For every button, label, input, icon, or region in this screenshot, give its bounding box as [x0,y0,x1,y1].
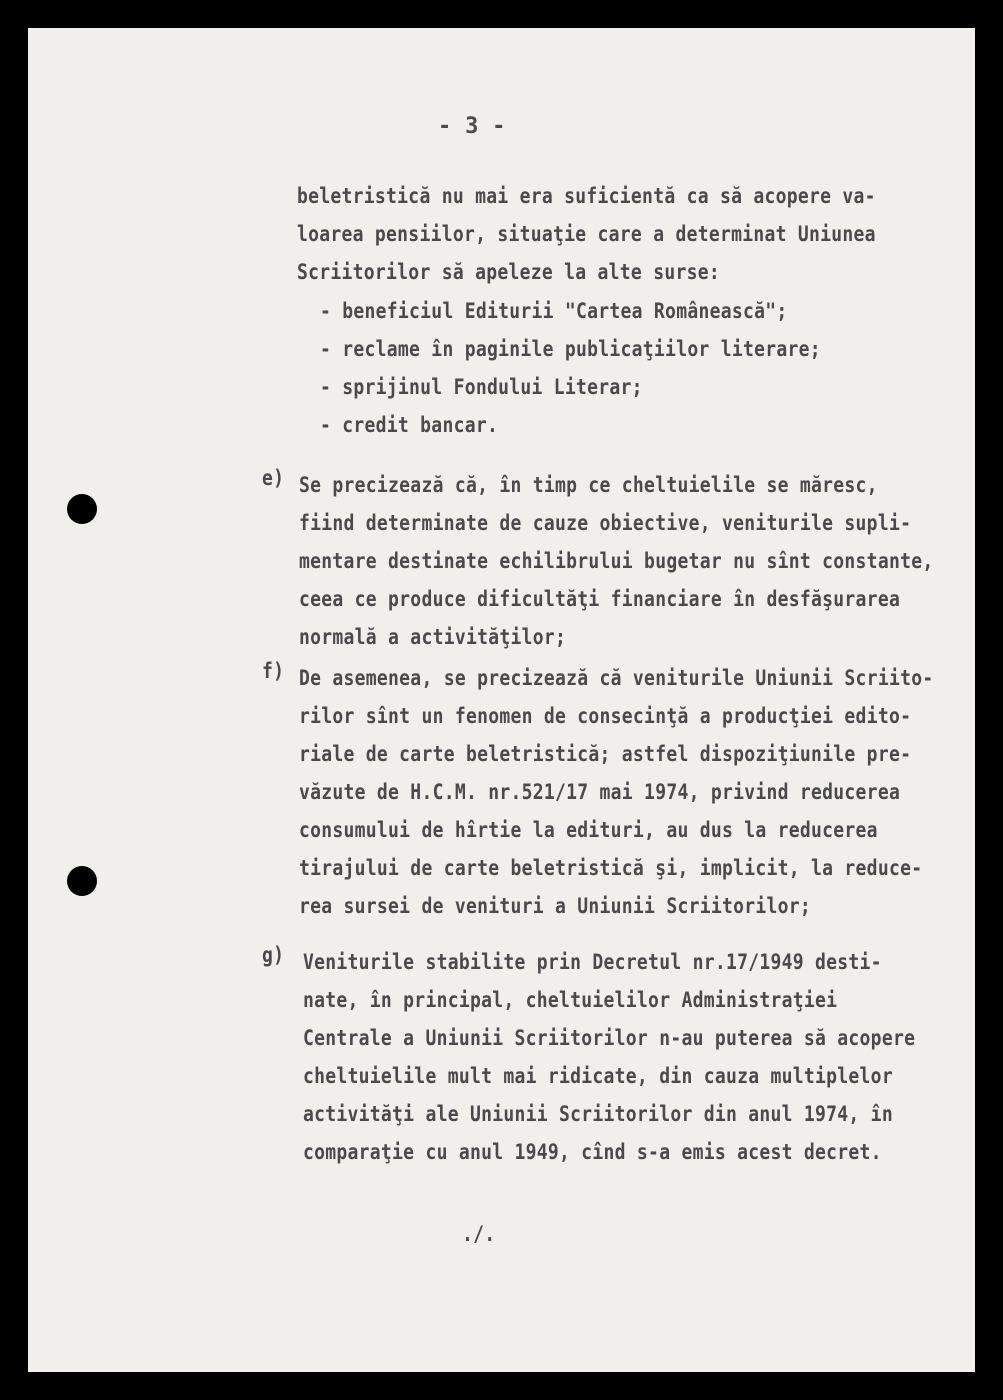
continuation-mark: ./. [462,1222,496,1246]
list-item: - sprijinul Fondului Literar; [320,375,643,399]
text-line: Veniturile stabilite prin Decretul nr.17/1949 desti- [303,950,882,974]
paragraph-e-label: e) [262,466,285,490]
text-line: De asemenea, se precizează că veniturile Uniunii Scriito- [299,666,934,690]
list-item: - credit bancar. [320,413,499,437]
paragraph-f-label: f) [262,659,285,683]
text-line: cheltuielile mult mai ridicate, din cauza multiplelor [303,1064,893,1088]
text-line: rea sursei de venituri a Uniunii Scriitorilor; [299,894,812,918]
paragraph-e [299,466,933,656]
text-line: loarea pensiilor, situaţie care a determinat Uniunea [297,222,876,246]
text-line: beletristică nu mai era suficientă ca să acopere va- [297,184,876,208]
text-line: văzute de H.C.M. nr.521/17 mai 1974, privind reducerea [299,780,901,804]
text-line: nate, în principal, cheltuielilor Administraţiei [303,988,838,1012]
paragraph-g-label: g) [262,943,285,967]
text-line: comparaţie cu anul 1949, cînd s-a emis acest decret. [303,1140,882,1164]
text-line: riale de carte beletristică; astfel dispoziţiunile pre- [299,742,912,766]
text-line: ceea ce produce dificultăţi financiare în desfăşurarea [299,587,901,611]
text-line: normală a activităţilor; [299,625,567,649]
sources-list [320,292,821,444]
text-line: rilor sînt un fenomen de consecinţă a producţiei edito- [299,704,912,728]
text-line: Centrale a Uniunii Scriitorilor n-au puterea să acopere [303,1026,916,1050]
text-line: mentare destinate echilibrului bugetar nu sînt constante, [299,549,934,573]
text-line: tirajului de carte beletristică şi, implicit, la reduce- [299,856,923,880]
text-line: consumului de hîrtie la edituri, au dus la reducerea [299,818,878,842]
page-number: - 3 - [438,114,506,139]
paragraph-f [299,659,933,925]
text-line: Scriitorilor să apeleze la alte surse: [297,260,720,284]
list-item: - beneficiul Editurii "Cartea Românească"; [320,299,788,323]
punch-hole-top [67,494,97,524]
text-line: fiind determinate de cauze obiective, veniturile supli- [299,511,912,535]
text-line: Se precizează că, în timp ce cheltuielile se măresc, [299,473,878,497]
opening-paragraph [297,177,876,291]
text-line: activităţi ale Uniunii Scriitorilor din anul 1974, în [303,1102,893,1126]
paragraph-g [303,943,915,1171]
list-item: - reclame în paginile publicaţiilor literare; [320,337,821,361]
punch-hole-bottom [67,866,97,896]
